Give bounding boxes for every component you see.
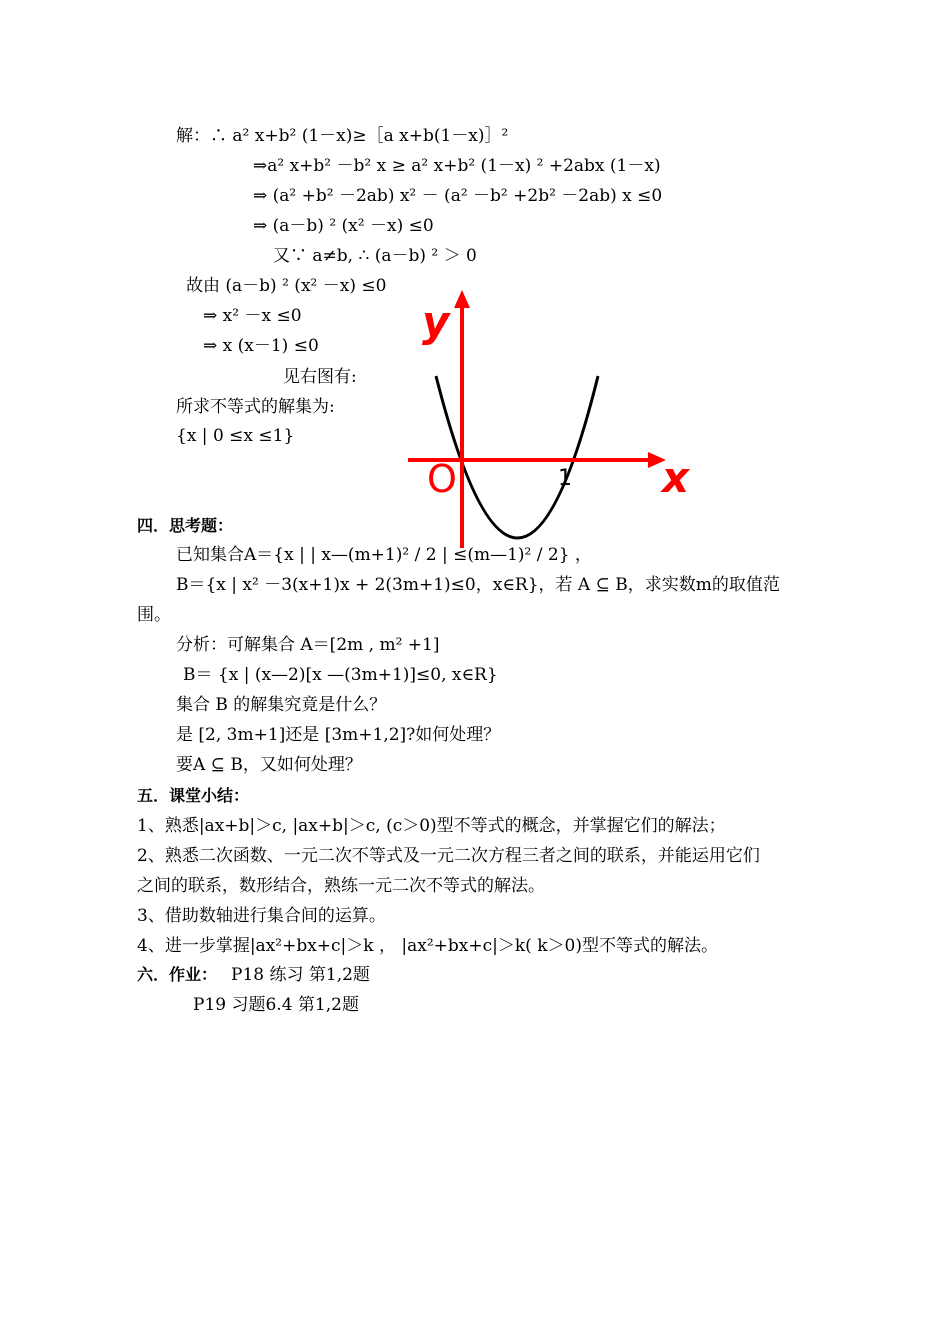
homework-line-1: P18 练习 第1,2题 xyxy=(231,965,370,985)
section-4-line-8: 要A ⊆ B，又如何处理？ xyxy=(176,755,362,775)
origin-label: O xyxy=(427,457,457,501)
solution-line-9: 见右图有: xyxy=(283,367,357,387)
summary-item-2-cont: 之间的联系，数形结合，熟练一元二次不等式的解法。 xyxy=(137,876,545,896)
section-4-line-7: 是 [2, 3m+1]还是 [3m+1,2]?如何处理？ xyxy=(176,725,501,745)
summary-item-1: 1、熟悉|ax+b|＞c, |ax+b|＞c, (c＞0)型不等式的概念，并掌握它们的解法； xyxy=(137,816,726,836)
parabola-graph xyxy=(400,280,690,560)
section-4-line-3: 围。 xyxy=(137,605,171,625)
solution-line-7: ⇒ x² －x ≤0 xyxy=(203,306,302,326)
y-axis-label: y xyxy=(422,297,450,346)
x-axis-label: x xyxy=(662,453,690,502)
section-6-heading: 六．作业： xyxy=(137,965,218,984)
section-4-line-1: 已知集合A＝{x | | x—(m+1)² / 2 | ≤(m—1)² / 2} ， xyxy=(176,545,592,565)
solution-line-10: 所求不等式的解集为: xyxy=(176,397,335,417)
section-4-line-2: B＝{x | x² －3(x+1)x + 2(3m+1)≤0，x∈R}，若 A ⊆ B，求实数m的取值范 xyxy=(176,575,780,595)
solution-set: {x | 0 ≤x ≤1} xyxy=(176,426,295,446)
y-axis-arrow xyxy=(454,290,470,308)
section-4-line-4: 分析：可解集合 A＝[2m , m² +1] xyxy=(176,635,440,655)
solution-line-3: ⇒ (a² +b² －2ab) x² － (a² －b² +2b² －2ab) x ≤0 xyxy=(253,186,663,206)
solution-line-4: ⇒ (a－b) ² (x² －x) ≤0 xyxy=(253,216,434,236)
summary-item-2: 2、熟悉二次函数、一元二次不等式及一元二次方程三者之间的联系，并能运用它们 xyxy=(137,846,760,866)
section-4-line-5: B＝ {x | (x—2)[x —(3m+1)]≤0, x∈R} xyxy=(183,665,498,685)
homework-line-2: P19 习题6.4 第1,2题 xyxy=(193,995,359,1015)
summary-item-3: 3、借助数轴进行集合间的运算。 xyxy=(137,906,386,926)
solution-line-5: 又∵ a≠b, ∴ (a－b) ² ＞ 0 xyxy=(273,246,477,266)
solution-line-6: 故由 (a－b) ² (x² －x) ≤0 xyxy=(186,276,387,296)
solution-line-2: ⇒a² x+b² －b² x ≥ a² x+b² (1－x) ² +2abx (1－x) xyxy=(253,156,661,176)
solution-line-1: 解：∴ a² x+b² (1－x)≥［a x+b(1－x)］² xyxy=(176,126,509,146)
solution-line-8: ⇒ x (x－1) ≤0 xyxy=(203,336,319,356)
tick-label-1: 1 xyxy=(558,466,572,491)
summary-item-4: 4、进一步掌握|ax²+bx+c|＞k ， |ax²+bx+c|＞k( k＞0)型不等式的解法。 xyxy=(137,936,718,956)
section-5-heading: 五．课堂小结： xyxy=(137,786,250,805)
section-4-line-6: 集合 B 的解集究竟是什么？ xyxy=(176,695,387,715)
section-4-heading: 四．思考题： xyxy=(137,516,234,535)
